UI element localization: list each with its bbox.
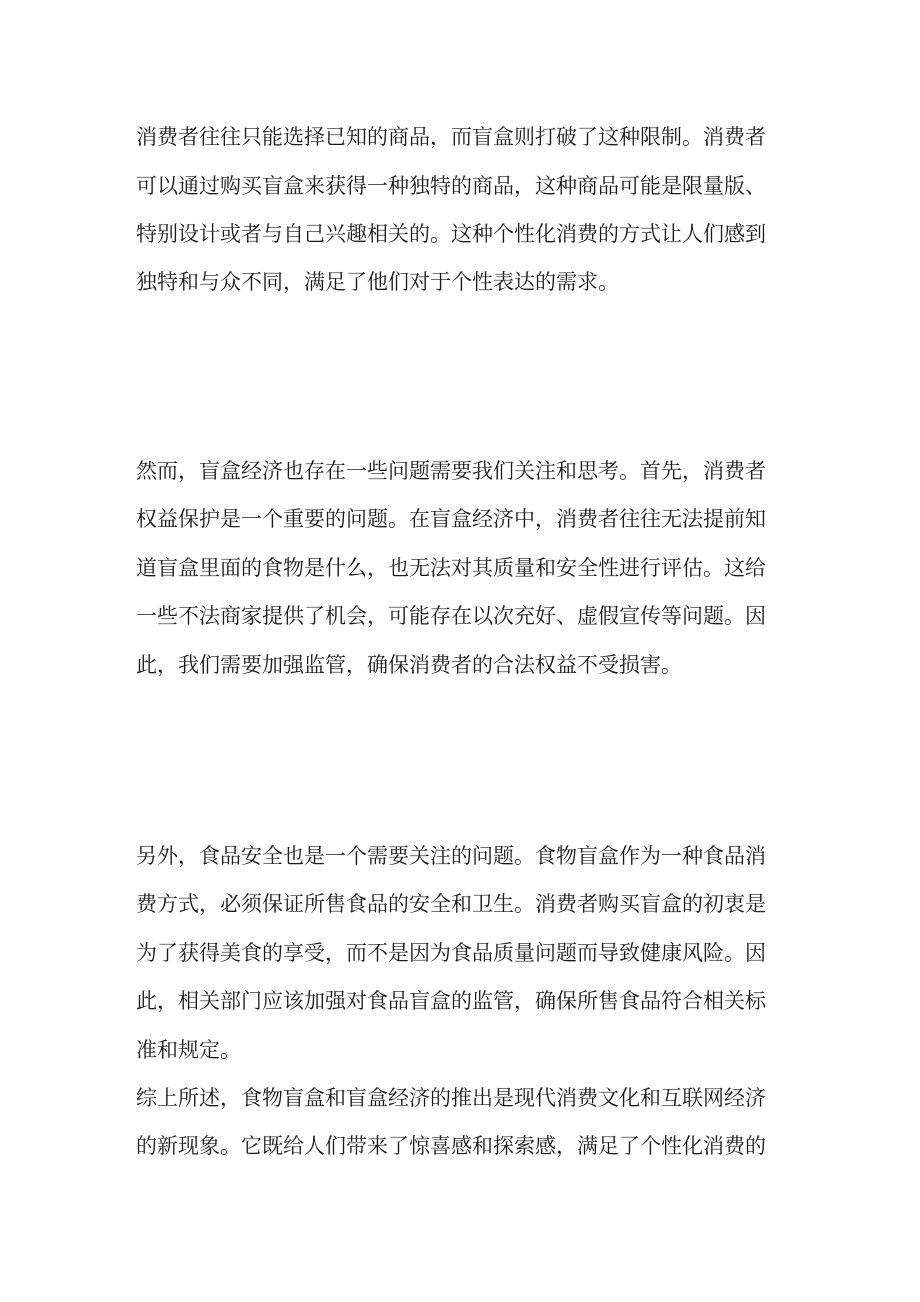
text-line: 的新现象。它既给人们带来了惊喜感和探索感，满足了个性化消费的 [136,1134,766,1158]
text-line: 然而，盲盒经济也存在一些问题需要我们关注和思考。首先，消费者 [136,459,766,483]
text-line: 准和规定。 [136,1038,241,1062]
text-line: 消费者往往只能选择已知的商品，而盲盒则打破了这种限制。消费者 [136,125,766,149]
text-line: 另外，食品安全也是一个需要关注的问题。食物盲盒作为一种食品消 [136,844,766,868]
text-line: 此，我们需要加强监管，确保消费者的合法权益不受损害。 [136,653,682,677]
text-line: 道盲盒里面的食物是什么，也无法对其质量和安全性进行评估。这给 [136,556,766,580]
text-line: 费方式，必须保证所售食品的安全和卫生。消费者购买盲盒的初衷是 [136,892,766,916]
text-line: 此，相关部门应该加强对食品盲盒的监管，确保所售食品符合相关标 [136,989,766,1013]
text-line: 为了获得美食的享受，而不是因为食品质量问题而导致健康风险。因 [136,941,766,965]
text-line: 可以通过购买盲盒来获得一种独特的商品，这种商品可能是限量版、 [136,174,766,198]
text-line: 独特和与众不同，满足了他们对于个性表达的需求。 [136,270,619,294]
text-line: 权益保护是一个重要的问题。在盲盒经济中，消费者往往无法提前知 [136,507,766,531]
text-line: 综上所述，食物盲盒和盲盒经济的推出是现代消费文化和互联网经济 [136,1086,766,1110]
text-line: 特别设计或者与自己兴趣相关的。这种个性化消费的方式让人们感到 [136,222,766,246]
text-line: 一些不法商家提供了机会，可能存在以次充好、虚假宣传等问题。因 [136,604,766,628]
